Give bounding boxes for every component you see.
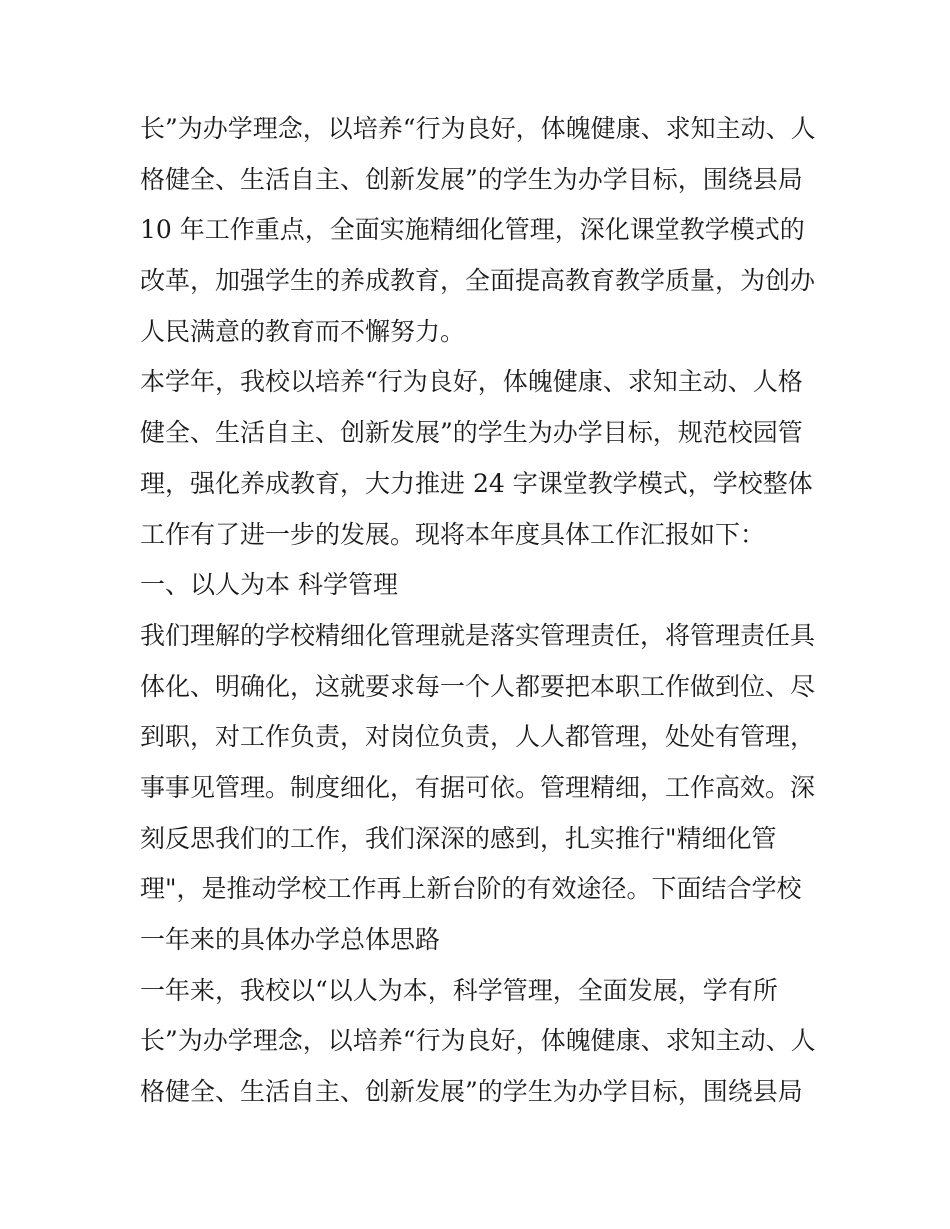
text-line: 理，强化养成教育，大力推进 24 字课堂教学模式，学校整体 bbox=[140, 468, 813, 498]
text-line: 工作有了进一步的发展。现将本年度具体工作汇报如下： bbox=[140, 519, 766, 549]
text-line: 长”为办学理念，以培养“行为良好，体魄健康、求知主动、人 bbox=[140, 114, 816, 143]
text-line: 体化、明确化，这就要求每一个人都要把本职工作做到位、尽 bbox=[140, 671, 816, 701]
text-line: 到职，对工作负责，对岗位负责，人人都管理，处处有管理， bbox=[140, 722, 816, 752]
text-line: 格健全、生活自主、创新发展”的学生为办学目标，围绕县局 bbox=[140, 164, 803, 194]
text-line: 我们理解的学校精细化管理就是落实管理责任，将管理责任具 bbox=[140, 620, 816, 650]
text-line: 10 年工作重点，全面实施精细化管理，深化课堂教学模式的 bbox=[140, 215, 805, 245]
text-line: 人民满意的教育而不懈努力。 bbox=[140, 316, 466, 346]
text-line: 事事见管理。制度细化，有据可依。管理精细，工作高效。深 bbox=[140, 772, 816, 802]
text-line: 一年来，我校以“以人为本，科学管理，全面发展，学有所 bbox=[140, 975, 778, 1005]
text-line: 刻反思我们的工作，我们深深的感到，扎实推行"精细化管 bbox=[140, 823, 777, 853]
text-line: 本学年，我校以培养“行为良好，体魄健康、求知主动、人格 bbox=[140, 367, 803, 397]
text-line: 格健全、生活自主、创新发展”的学生为办学目标，围绕县局 bbox=[140, 1077, 803, 1107]
text-line: 长”为办学理念，以培养“行为良好，体魄健康、求知主动、人 bbox=[140, 1026, 816, 1056]
text-line: 健全、生活自主、创新发展”的学生为办学目标，规范校园管 bbox=[140, 418, 803, 448]
text-line: 改革，加强学生的养成教育，全面提高教育教学质量，为创办 bbox=[140, 266, 816, 296]
text-line: 一年来的具体办学总体思路 bbox=[140, 925, 441, 954]
text-line: 理"，是推动学校工作再上新台阶的有效途径。下面结合学校 bbox=[140, 874, 802, 904]
section-heading: 一、以人为本 科学管理 bbox=[140, 570, 398, 600]
document-body bbox=[140, 104, 820, 1118]
